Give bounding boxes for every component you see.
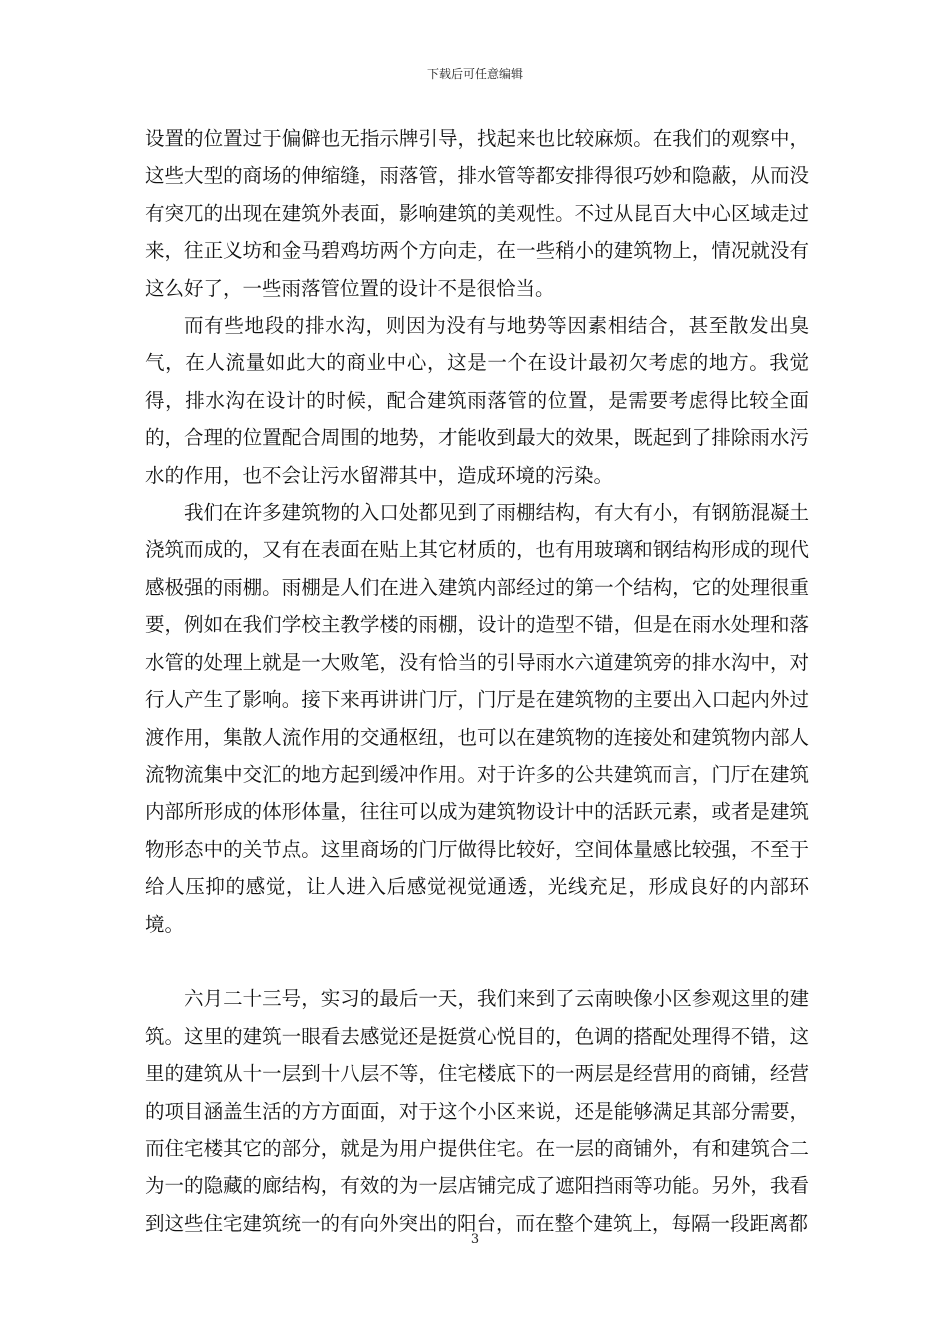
- paragraph-canopy-lobby: 我们在许多建筑物的入口处都见到了雨棚结构，有大有小，有钢筋混凝土浇筑而成的，又有在表面在贴上其它材质的，也有用玻璃和钢结构形成的现代感极强的雨棚。雨棚是人们在进入建筑内部经过的第一个结构，它的处理很重要，例如在我们学校主教学楼的雨棚，设计的造型不错，但是在雨水处理和落水管的处理上就是一大败笔，没有恰当的引导雨水六道建筑旁的排水沟中，对行人产生了影响。接下来再讲讲门厅，门厅是在建筑物的主要出入口起内外过渡作用，集散人流作用的交通枢纽，也可以在建筑物的连接处和建筑物内部人流物流集中交汇的地方起到缓冲作用。对于许多的公共建筑而言，门厅在建筑内部所形成的体形体量，往往可以成为建筑物设计中的活跃元素，或者是建筑物形态中的关节点。这里商场的门厅做得比较好，空间体量感比较强，不至于给人压抑的感觉，让人进入后感觉视觉通透，光线充足，形成良好的内部环境。: [145, 501, 809, 936]
- paragraph-last-day: 六月二十三号，实习的最后一天，我们来到了云南映像小区参观这里的建筑。这里的建筑一眼看去感觉还是挺赏心悦目的，色调的搭配处理得不错，这里的建筑从十一层到十八层不等，住宅楼底下的一两层是经营用的商铺，经营的项目涵盖生活的方方面面，对于这个小区来说，还是能够满足其部分需要，而住宅楼其它的部分，就是为用户提供住宅。在一层的商铺外，有和建筑合二为一的隐藏的廊结构，有效的为一层店铺完成了遮阳挡雨等功能。另外，我看到这些住宅建筑统一的有向外突出的阳台，而在整个建筑上，每隔一段距离都: [145, 987, 809, 1235]
- paragraph-spacer: [145, 943, 809, 980]
- page-number: 3: [470, 1232, 480, 1247]
- page-header: 下载后可任意编辑: [426, 67, 523, 81]
- paragraph-continued: 设置的位置过于偏僻也无指示牌引导，找起来也比较麻烦。在我们的观察中，这些大型的商场的伸缩缝，雨落管，排水管等都安排得很巧妙和隐蔽，从而没有突兀的出现在建筑外表面，影响建筑的美观性。不过从昆百大中心区域走过来，往正义坊和金马碧鸡坊两个方向走，在一些稍小的建筑物上，情况就没有这么好了，一些雨落管位置的设计不是很恰当。: [145, 127, 809, 300]
- document-body: [145, 120, 809, 1242]
- paragraph-drainage: 而有些地段的排水沟，则因为没有与地势等因素相结合，甚至散发出臭气，在人流量如此大的商业中心，这是一个在设计最初欠考虑的地方。我觉得，排水沟在设计的时候，配合建筑雨落管的位置，是需要考虑得比较全面的，合理的位置配合周围的地势，才能收到最大的效果，既起到了排除雨水污水的作用，也不会让污水留滞其中，造成环境的污染。: [145, 314, 809, 487]
